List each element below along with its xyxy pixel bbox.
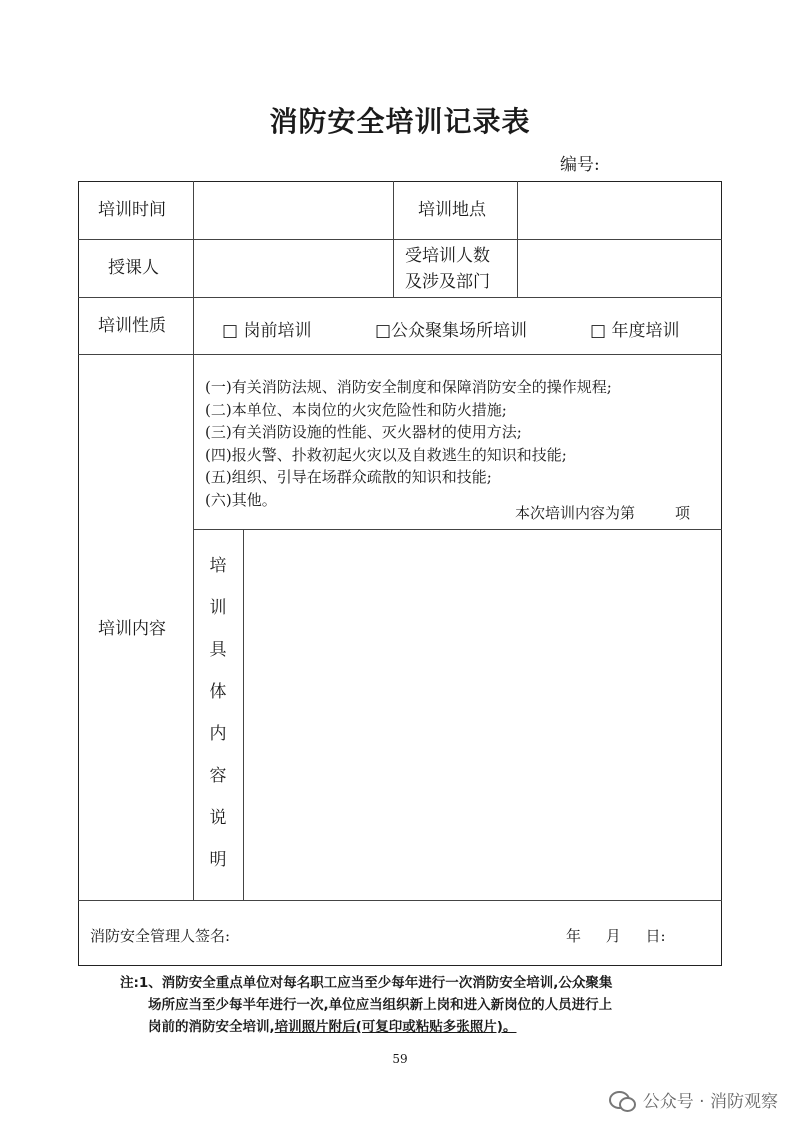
list-item: (五)组织、引导在场群众疏散的知识和技能; (205, 468, 492, 486)
nature-option-annual[interactable]: □ 年度培训 (590, 321, 680, 341)
training-location-label: 培训地点 (418, 200, 486, 220)
item-count-unit: 项 (675, 504, 691, 522)
item-count-label: 本次培训内容为第 (515, 504, 636, 522)
detail-label-char: 训 (209, 598, 227, 618)
detail-label-char: 说 (209, 808, 227, 828)
trainees-field[interactable] (518, 240, 721, 297)
trainees-label-line: 及涉及部门 (405, 272, 490, 292)
list-item: (六)其他。 (205, 490, 277, 509)
footnote-text: 岗前的消防安全培训, (148, 1019, 275, 1035)
detail-label-char: 明 (209, 850, 227, 870)
row-divider (78, 900, 722, 901)
training-nature-label: 培训性质 (98, 316, 166, 336)
training-time-field[interactable] (194, 182, 393, 239)
list-item: (四)报火警、扑救初起火灾以及自救逃生的知识和技能; (205, 445, 567, 464)
column-divider (393, 181, 394, 297)
item-count-line (515, 502, 690, 523)
detail-label-char: 体 (209, 682, 227, 702)
nature-option-pre-job[interactable]: □ 岗前培训 (222, 321, 312, 341)
detail-description-label (193, 545, 243, 881)
footnote-line: 场所应当至少每半年进行一次,单位应当组织新上岗和进入新岗位的人员进行上 (148, 997, 613, 1013)
footnote-line (120, 1016, 680, 1038)
detail-label-char: 容 (209, 766, 227, 786)
serial-number-label: 编号: (560, 155, 600, 175)
footnote-line: 注:1、消防安全重点单位对每名职工应当至少每年进行一次消防安全培训,公众聚集 (120, 975, 613, 991)
trainees-label-line: 受培训人数 (405, 246, 490, 266)
detail-label-char: 内 (209, 724, 227, 744)
page-title: 消防安全培训记录表 (269, 105, 531, 138)
training-time-label: 培训时间 (98, 200, 166, 220)
training-content-label: 培训内容 (98, 619, 166, 639)
lecturer-field[interactable] (194, 240, 393, 297)
nature-option-public-venue[interactable]: □公众聚集场所培训 (375, 321, 528, 341)
watermark-text: 公众号 · 消防观察 (642, 1092, 778, 1112)
watermark (609, 1087, 778, 1112)
footnote-photo-note: 培训照片附后(可复印或粘贴多张照片)。 (274, 1019, 517, 1035)
list-item: (三)有关消防设施的性能、灭火器材的使用方法; (205, 423, 522, 441)
detail-label-char: 具 (209, 640, 227, 660)
footnote (120, 972, 680, 1038)
content-item-list (205, 376, 612, 511)
wechat-icon (609, 1089, 635, 1111)
detail-label-char: 培 (209, 556, 227, 576)
signature-label: 消防安全管理人签名: (90, 927, 231, 945)
lecturer-label: 授课人 (108, 258, 159, 278)
page-number: 59 (392, 1052, 408, 1066)
training-location-field[interactable] (518, 182, 721, 239)
date-label: 年 月 日: (566, 927, 666, 945)
list-item: (一)有关消防法规、消防安全制度和保障消防安全的操作规程; (205, 378, 612, 396)
detail-description-field[interactable] (244, 530, 721, 900)
row-divider (78, 297, 722, 298)
row-divider (78, 354, 722, 355)
trainees-label (405, 243, 490, 295)
list-item: (二)本单位、本岗位的火灾危险性和防火措施; (205, 400, 507, 419)
